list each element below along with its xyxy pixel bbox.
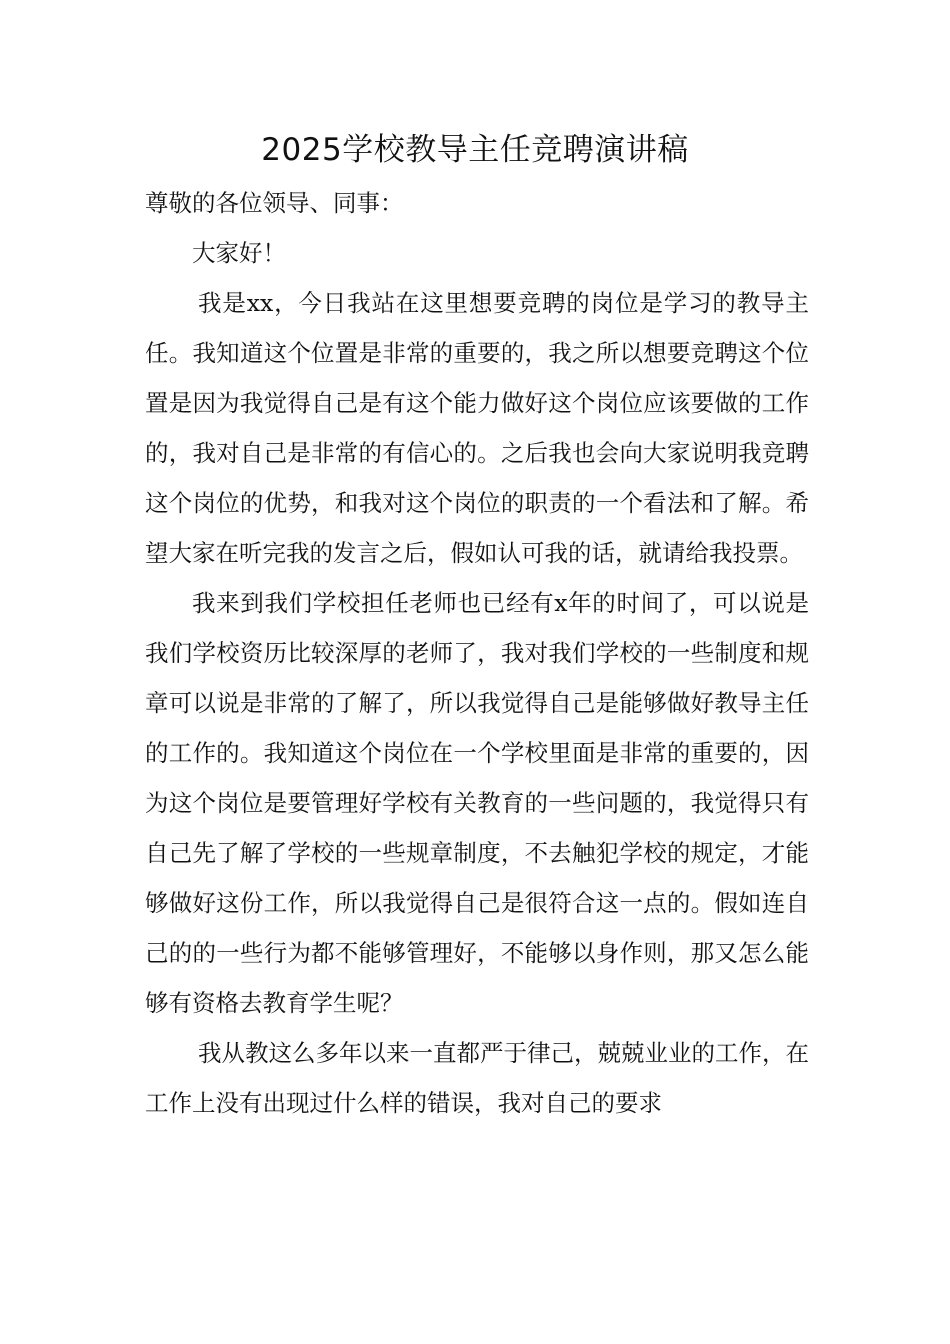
paragraph-3: 我从教这么多年以来一直都严于律己，兢兢业业的工作，在工作上没有出现过什么样的错误，我对自己的要求	[145, 1039, 809, 1117]
paragraph-1: 我是xx，今日我站在这里想要竞聘的岗位是学习的教导主任。我知道这个位置是非常的重要的，我之所以想要竞聘这个位置是因为我觉得自己是有这个能力做好这个岗位应该要做的工作的，我对自己是非常的有信心的。之后我也会向大家说明我竞聘这个岗位的优势，和我对这个岗位的职责的一个看法和了解。希望大家在听完我的发言之后，假如认可我的话，就请给我投票。	[145, 289, 809, 567]
document-body	[145, 178, 809, 1128]
salutation: 尊敬的各位领导、同事：	[145, 189, 404, 217]
document-title: 2025学校教导主任竞聘演讲稿	[261, 132, 689, 168]
paragraph-2: 我来到我们学校担任老师也已经有x年的时间了，可以说是我们学校资历比较深厚的老师了，我对我们学校的一些制度和规章可以说是非常的了解了，所以我觉得自己是能够做好教导主任的工作的。我知道这个岗位在一个学校里面是非常的重要的，因为这个岗位是要管理好学校有关教育的一些问题的，我觉得只有自己先了解了学校的一些规章制度，不去触犯学校的规定，才能够做好这份工作，所以我觉得自己是很符合这一点的。假如连自己的的一些行为都不能够管理好，不能够以身作则，那又怎么能够有资格去教育学生呢？	[145, 589, 809, 1017]
greeting: 大家好！	[192, 239, 286, 267]
